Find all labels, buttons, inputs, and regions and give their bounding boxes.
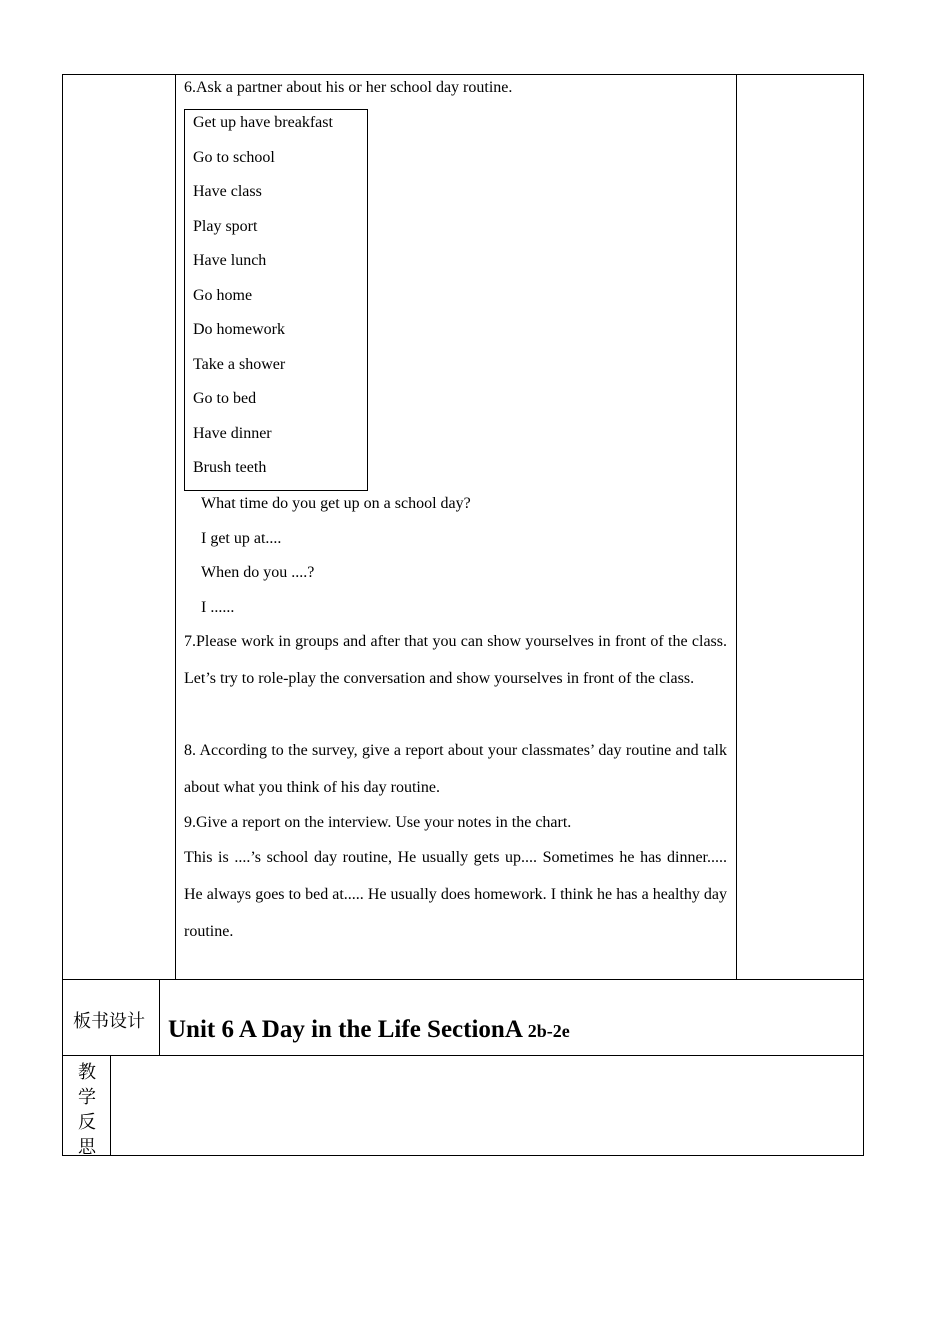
step-7-text: 7.Please work in groups and after that you can show yourselves in front of the class. Let’s try to role-play the conversation and show yourselves in front of the class. — [184, 633, 727, 687]
routine-item: Brush teeth — [193, 459, 267, 476]
reflection-label-char: 思 — [78, 1137, 96, 1158]
column-divider — [736, 74, 737, 980]
step-8-text: 8. According to the survey, give a report about your classmates’ day routine and talk about what you think of his day routine. — [184, 742, 727, 796]
dialogue-line: When do you ....? — [201, 564, 315, 581]
dialogue-line: I get up at.... — [201, 530, 282, 547]
board-design-label: 板书设计 — [73, 1011, 145, 1032]
routine-item: Have lunch — [193, 252, 267, 269]
step-9-text: 9.Give a report on the interview. Use your notes in the chart. — [184, 814, 572, 831]
dialogue-line: I ...... — [201, 599, 235, 616]
board-design-title-main: Unit 6 A Day in the Life SectionA — [168, 1016, 528, 1043]
row-divider — [62, 1055, 864, 1056]
step-6-text: 6.Ask a partner about his or her school day routine. — [184, 79, 513, 96]
routine-item: Go home — [193, 287, 253, 304]
row-divider — [62, 979, 864, 980]
report-template-text: This is ....’s school day routine, He usually gets up.... Sometimes he has dinner..... He always goes to bed at..... He usually does homework. I think he has a healthy day routine. — [184, 849, 727, 940]
table-border — [62, 74, 63, 1156]
table-border — [62, 1155, 864, 1156]
routine-item: Go to school — [193, 149, 275, 166]
reflection-label-char: 教 — [78, 1062, 96, 1083]
dialogue-line: What time do you get up on a school day? — [201, 495, 471, 512]
table-border — [62, 74, 864, 75]
column-divider — [110, 1055, 111, 1156]
routine-item: Get up have breakfast — [193, 114, 333, 131]
board-design-title-section: 2b-2e — [527, 1021, 570, 1041]
board-design-title — [168, 1016, 570, 1044]
routine-item: Play sport — [193, 218, 258, 235]
column-divider — [159, 979, 160, 1056]
column-divider — [175, 74, 176, 980]
routine-item: Have class — [193, 183, 262, 200]
reflection-label-char: 反 — [78, 1112, 96, 1133]
routine-item: Have dinner — [193, 425, 272, 442]
reflection-label-char: 学 — [78, 1087, 96, 1108]
routine-item: Take a shower — [193, 356, 286, 373]
routine-item: Do homework — [193, 321, 285, 338]
table-border — [863, 74, 864, 1156]
routine-item: Go to bed — [193, 390, 257, 407]
